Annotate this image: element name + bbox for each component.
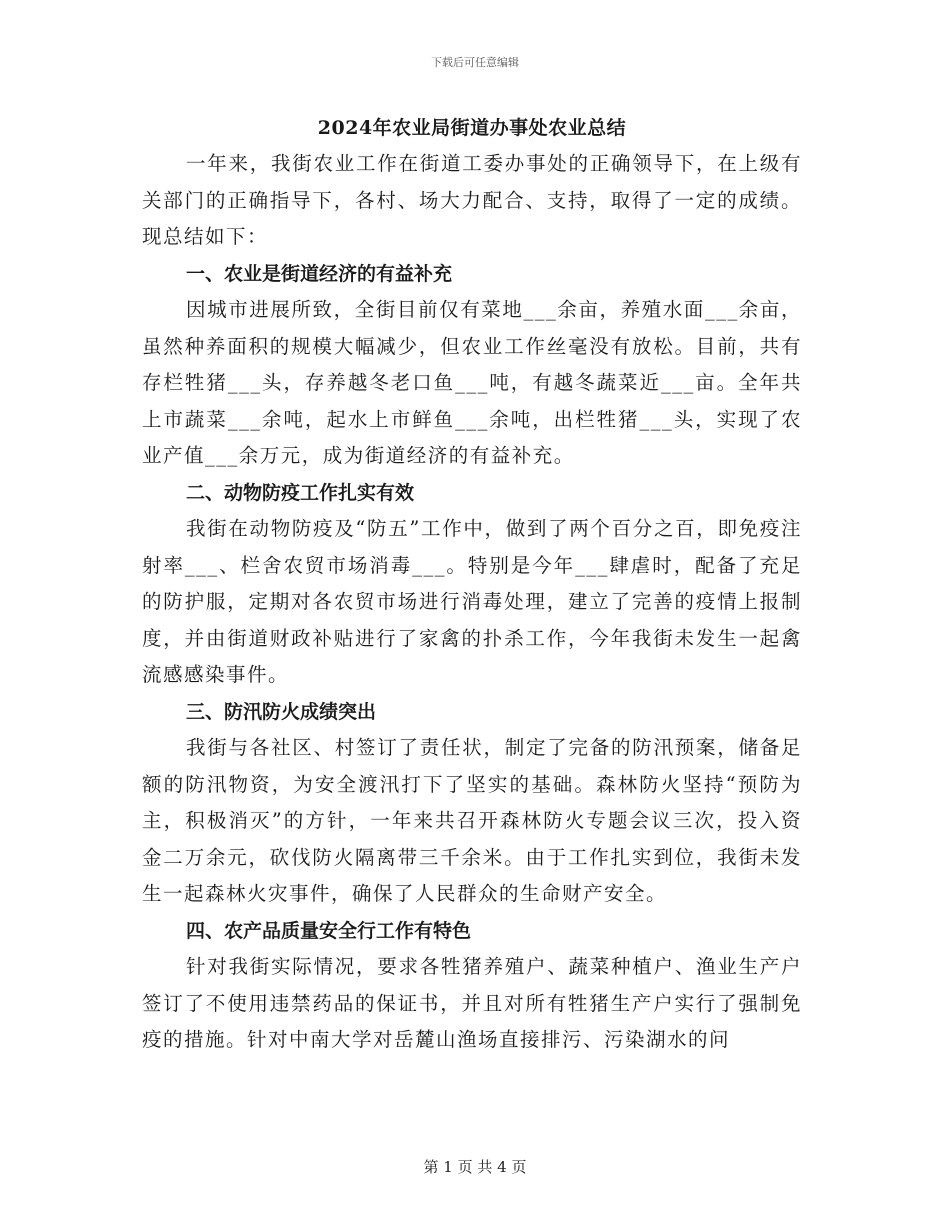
section-body-3: 我街与各社区、村签订了责任状，制定了完备的防汛预案，储备足额的防汛物资，为安全渡汛打下了坚实的基础。森林防火坚持“预防为主，积极消灭”的方针，一年来共召开森林防火专题会议三次，投入资金二万余元，砍伐防火隔离带三千余米。由于工作扎实到位，我街未发生一起森林火灾事件，确保了人民群众的生命财产安全。 [142, 736, 802, 905]
section-heading-1: 一、农业是街道经济的有益补充 [186, 262, 453, 285]
section-body-2: 我街在动物防疫及“防五”工作中，做到了两个百分之百，即免疫注射率___、栏舍农贸市场消毒___。特别是今年___肆虐时，配备了充足的防护服，定期对各农贸市场进行消毒处理，建立了完善的疫情上报制度，并由街道财政补贴进行了家禽的扑杀工作，今年我街未发生一起禽流感感染事件。 [142, 517, 802, 686]
document-title: 2024年农业局街道办事处农业总结 [317, 117, 627, 139]
section-heading-3: 三、防汛防火成绩突出 [186, 700, 377, 723]
document-body [142, 112, 802, 1059]
page-footer: 第 1 页 共 4 页 [423, 1158, 527, 1176]
section-heading-4: 四、农产品质量安全行工作有特色 [186, 919, 472, 942]
section-body-1: 因城市进展所致，全街目前仅有菜地___余亩，养殖水面___余亩，虽然种养面积的规模大幅减少，但农业工作丝毫没有放松。目前，共有存栏牲猪___头，存养越冬老口鱼___吨，有越冬蔬菜近___亩。全年共上市蔬菜___余吨，起水上市鲜鱼___余吨，出栏牲猪___头，实现了农业产值___余万元，成为街道经济的有益补充。 [142, 298, 802, 467]
header-note: 下载后可任意编辑 [431, 56, 519, 69]
intro-paragraph: 一年来，我街农业工作在街道工委办事处的正确领导下，在上级有关部门的正确指导下，各村、场大力配合、支持，取得了一定的成绩。现总结如下： [142, 152, 802, 248]
section-heading-2: 二、动物防疫工作扎实有效 [186, 481, 415, 504]
section-body-4: 针对我街实际情况，要求各牲猪养殖户、蔬菜种植户、渔业生产户签订了不使用违禁药品的保证书，并且对所有牲猪生产户实行了强制免疫的措施。针对中南大学对岳麓山渔场直接排污、污染湖水的问 [142, 955, 802, 1051]
